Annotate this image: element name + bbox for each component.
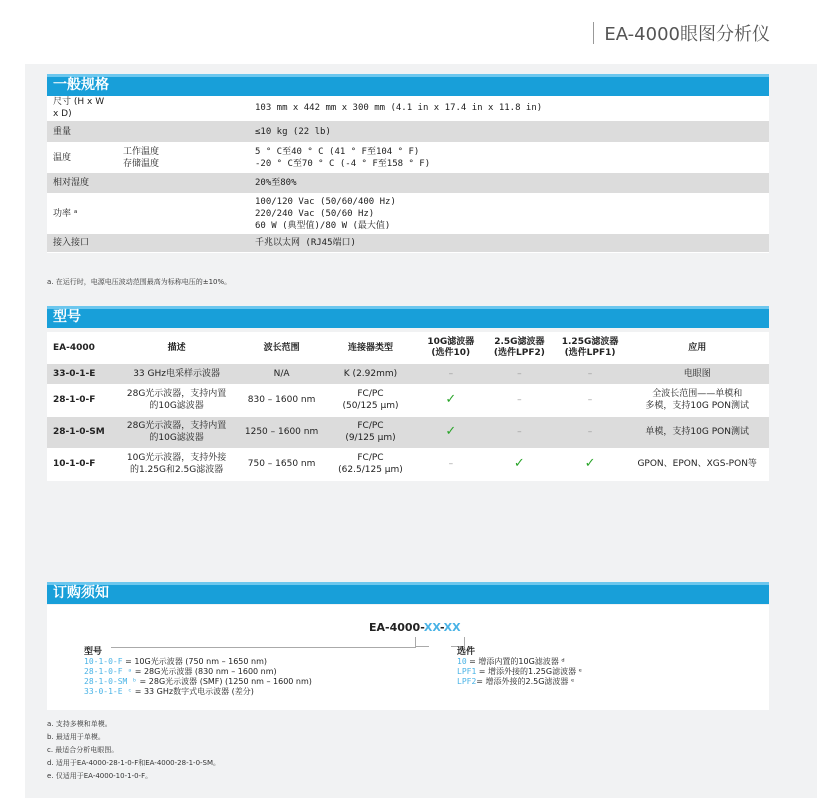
model-cell-wave: 750 – 1650 nm: [240, 448, 324, 480]
model-cell-f10: –: [418, 364, 484, 384]
model-column-header: 10G滤波器 (选件10): [418, 332, 484, 364]
general-spec-heading-text: 一般规格: [53, 77, 109, 93]
document-title: [593, 20, 770, 46]
spec-sublabel: [117, 194, 249, 234]
ordering-code: [369, 621, 461, 634]
code-separator: -: [439, 621, 444, 634]
model-cell-conn: FC/PC (9/125 μm): [323, 416, 417, 448]
code-option-placeholder: XX: [443, 621, 461, 634]
model-cell-f125: –: [555, 416, 626, 448]
model-cell-f10: ✓: [418, 416, 484, 448]
model-option-code: 28-1-0-F ᵃ: [84, 667, 133, 676]
model-option-item: [84, 657, 312, 667]
model-row: [47, 416, 769, 448]
model-cell-model: 33-0-1-E: [47, 364, 113, 384]
model-cell-wave: N/A: [240, 364, 324, 384]
model-cell-app: GPON、EPON、XGS-PON等: [625, 448, 769, 480]
model-column-header: 应用: [625, 332, 769, 364]
model-cell-app: 全波长范围——单模和 多模，支持10G PON测试: [625, 384, 769, 416]
model-option-code: 33-0-1-E ᶜ: [84, 687, 133, 696]
ordering-heading-text: 订购须知: [53, 585, 109, 601]
model-column-header: 1.25G滤波器 (选件LPF1): [555, 332, 626, 364]
model-cell-conn: FC/PC (62.5/125 μm): [323, 448, 417, 480]
ordering-code-diagram: [47, 605, 769, 710]
option-desc: = 增添内置的10G滤波器 ᵈ: [466, 657, 565, 666]
spec-label: 重量: [47, 121, 117, 143]
title-divider: [593, 22, 594, 44]
spec-row: [47, 234, 769, 253]
ordering-heading: [47, 582, 769, 604]
general-spec-table: [47, 96, 769, 253]
model-cell-model: 28-1-0-SM: [47, 416, 113, 448]
option-item: [457, 677, 582, 687]
model-cell-model: 28-1-0-F: [47, 384, 113, 416]
model-row: [47, 384, 769, 416]
model-column-header: 波长范围: [240, 332, 324, 364]
general-spec-heading: [47, 74, 769, 96]
spec-value: 20%至80%: [249, 173, 769, 194]
model-cell-model: 10-1-0-F: [47, 448, 113, 480]
option-code: 10: [457, 657, 467, 666]
model-cell-f25: –: [484, 384, 555, 416]
model-options-label: 型号: [84, 647, 103, 657]
option-options-label: 选件: [457, 647, 476, 657]
model-cell-desc: 33 GHz电采样示波器: [113, 364, 239, 384]
option-code: LPF2: [457, 677, 477, 686]
footnote: a. 支持多模和单模。: [47, 720, 112, 728]
code-model-placeholder: XX: [423, 621, 440, 634]
model-options: [84, 647, 312, 697]
model-cell-f10: ✓: [418, 384, 484, 416]
model-cell-f10: –: [418, 448, 484, 480]
model-cell-desc: 28G光示波器，支持内置 的10G滤波器: [113, 384, 239, 416]
model-option-code: 10-1-0-F: [84, 657, 123, 666]
spec-sublabel: [117, 234, 249, 253]
ordering-footnotes: [47, 718, 220, 783]
model-connector: [415, 637, 429, 647]
model-column-header: 2.5G滤波器 (选件LPF2): [484, 332, 555, 364]
option-connector: [451, 637, 465, 647]
spec-label: 功率 ᵃ: [47, 194, 117, 234]
model-heading: [47, 306, 769, 328]
model-cell-wave: 830 – 1600 nm: [240, 384, 324, 416]
model-option-desc: = 33 GHz数字式电示波器 (差分): [132, 687, 254, 696]
option-item: [457, 667, 582, 677]
footnote: b. 最适用于单模。: [47, 733, 105, 741]
spec-sublabel: 工作温度 存储温度: [117, 143, 249, 173]
model-cell-f25: –: [484, 364, 555, 384]
spec-value: 千兆以太网 (RJ45端口): [249, 234, 769, 253]
model-row: [47, 448, 769, 480]
model-column-header: 描述: [113, 332, 239, 364]
model-cell-desc: 28G光示波器，支持内置 的10G滤波器: [113, 416, 239, 448]
model-option-desc: = 10G光示波器 (750 nm – 1650 nm): [122, 657, 268, 666]
spec-row: [47, 173, 769, 194]
spec-value: 100/120 Vac (50/60/400 Hz) 220/240 Vac (50/60 Hz) 60 W (典型值)/80 W (最大值): [249, 194, 769, 234]
model-option-code: 28-1-0-SM ᵇ: [84, 677, 137, 686]
option-options: [457, 647, 582, 687]
model-column-header: EA-4000: [47, 332, 113, 364]
spec-value: 5 ° C至40 ° C (41 ° F至104 ° F) -20 ° C至70 ° C (-4 ° F至158 ° F): [249, 143, 769, 173]
model-cell-f25: –: [484, 416, 555, 448]
spec-row: [47, 194, 769, 234]
spec-sublabel: [117, 121, 249, 143]
spec-label: 尺寸 (H x W x D): [47, 96, 117, 121]
spec-row: [47, 143, 769, 173]
model-cell-f125: –: [555, 364, 626, 384]
model-column-header: 连接器类型: [323, 332, 417, 364]
model-option-item: [84, 667, 312, 677]
model-option-desc: = 28G光示波器 (830 nm – 1600 nm): [132, 667, 277, 676]
spec-value: ≤10 kg (22 lb): [249, 121, 769, 143]
model-cell-f125: –: [555, 384, 626, 416]
spec-row: [47, 96, 769, 121]
model-option-item: [84, 687, 312, 697]
model-cell-f125: ✓: [555, 448, 626, 480]
footnote: e. 仅适用于EA-4000-10-1-0-F。: [47, 772, 153, 780]
option-desc: = 增添外接的2.5G滤波器 ᵉ: [476, 677, 575, 686]
model-cell-wave: 1250 – 1600 nm: [240, 416, 324, 448]
model-option-item: [84, 677, 312, 687]
spec-sublabel: [117, 96, 249, 121]
code-prefix: EA-4000-: [369, 621, 424, 634]
model-row: [47, 364, 769, 384]
model-cell-desc: 10G光示波器，支持外接 的1.25G和2.5G滤波器: [113, 448, 239, 480]
model-heading-text: 型号: [53, 309, 81, 325]
spec-label: 相对湿度: [47, 173, 117, 194]
spec-label: 接入接口: [47, 234, 117, 253]
model-cell-f25: ✓: [484, 448, 555, 480]
model-cell-app: 单模，支持10G PON测试: [625, 416, 769, 448]
spec-sublabel: [117, 173, 249, 194]
option-code: LPF1: [457, 667, 477, 676]
spec-row: [47, 121, 769, 143]
footnote: d. 适用于EA-4000-28-1-0-F和EA-4000-28-1-0-SM。: [47, 759, 221, 767]
model-table: [47, 332, 769, 481]
spec-value: 103 mm x 442 mm x 300 mm (4.1 in x 17.4 in x 11.8 in): [249, 96, 769, 121]
model-option-desc: = 28G光示波器 (SMF) (1250 nm – 1600 nm): [136, 677, 312, 686]
model-cell-conn: K (2.92mm): [323, 364, 417, 384]
footnote: c. 最适合分析电眼图。: [47, 746, 119, 754]
model-cell-app: 电眼图: [625, 364, 769, 384]
model-cell-conn: FC/PC (50/125 μm): [323, 384, 417, 416]
option-item: [457, 657, 582, 667]
option-desc: = 增添外接的1.25G滤波器 ᵉ: [476, 667, 582, 676]
general-spec-note: a. 在运行时，电源电压波动范围最高为标称电压的±10%。: [47, 278, 232, 286]
document-title-text: EA-4000眼图分析仪: [604, 24, 770, 45]
spec-label: 温度: [47, 143, 117, 173]
